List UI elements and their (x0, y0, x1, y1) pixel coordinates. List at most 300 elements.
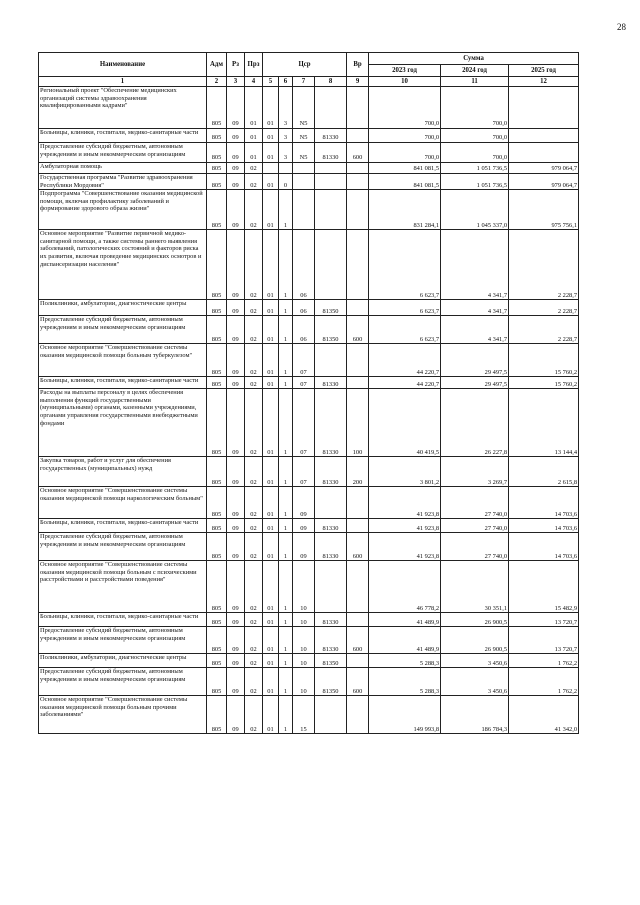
row-name: Больницы, клиники, госпитали, медико-санитарные части (39, 519, 207, 533)
csr-part-cell: 01 (263, 316, 279, 344)
rz-cell: 09 (227, 377, 245, 389)
prz-cell: 02 (245, 533, 263, 561)
prz-cell: 02 (245, 389, 263, 457)
sum-2023-cell: 40 419,5 (369, 389, 441, 457)
adm-cell: 805 (207, 344, 227, 377)
row-name: Предоставление субсидий бюджетным, автономным учреждениям и иным некоммерческим организациям (39, 316, 207, 344)
adm-cell: 805 (207, 316, 227, 344)
csr-code-cell: 81330 (315, 627, 347, 654)
adm-cell: 805 (207, 533, 227, 561)
sum-2025-cell: 14 703,6 (509, 487, 579, 519)
prz-cell: 02 (245, 163, 263, 174)
csr-part-cell: 1 (279, 377, 293, 389)
vr-cell (347, 377, 369, 389)
csr-code-cell: 81330 (315, 377, 347, 389)
csr-code-cell: 81330 (315, 613, 347, 627)
csr-part-cell: 1 (279, 300, 293, 316)
csr-part-cell: 10 (293, 654, 315, 668)
header-prz: Прз (245, 53, 263, 77)
table-row (39, 87, 579, 129)
column-number: 9 (347, 77, 369, 87)
csr-part-cell: 01 (263, 613, 279, 627)
table-row (39, 163, 579, 174)
sum-2024-cell: 26 900,5 (441, 613, 509, 627)
rz-cell: 09 (227, 487, 245, 519)
row-name: Государственная программа "Развитие здравоохранения Республики Мордовия" (39, 174, 207, 190)
prz-cell: 02 (245, 377, 263, 389)
vr-cell (347, 654, 369, 668)
csr-part-cell: 0 (279, 174, 293, 190)
csr-code-cell: 81350 (315, 316, 347, 344)
rz-cell: 09 (227, 163, 245, 174)
row-name: Предоставление субсидий бюджетным, автономным учреждениям и иным некоммерческим организациям (39, 668, 207, 696)
csr-code-cell: 81330 (315, 143, 347, 163)
rz-cell: 09 (227, 654, 245, 668)
table-row (39, 561, 579, 613)
sum-2023-cell: 6 623,7 (369, 316, 441, 344)
sum-2025-cell: 14 703,6 (509, 519, 579, 533)
sum-2025-cell: 13 720,7 (509, 613, 579, 627)
vr-cell: 600 (347, 533, 369, 561)
sum-2024-cell: 30 351,1 (441, 561, 509, 613)
row-name: Амбулаторная помощь (39, 163, 207, 174)
adm-cell: 805 (207, 87, 227, 129)
csr-part-cell: 10 (293, 627, 315, 654)
csr-part-cell: 07 (293, 344, 315, 377)
vr-cell: 600 (347, 143, 369, 163)
sum-2024-cell: 1 045 337,0 (441, 190, 509, 230)
sum-2025-cell: 2 228,7 (509, 300, 579, 316)
csr-part-cell: 3 (279, 143, 293, 163)
prz-cell: 02 (245, 654, 263, 668)
table-row (39, 654, 579, 668)
sum-2025-cell: 13 144,4 (509, 389, 579, 457)
vr-cell (347, 230, 369, 300)
csr-code-cell (315, 87, 347, 129)
sum-2025-cell: 15 482,9 (509, 561, 579, 613)
column-number: 10 (369, 77, 441, 87)
sum-2025-cell: 2 228,7 (509, 230, 579, 300)
csr-part-cell: 01 (263, 87, 279, 129)
csr-part-cell: 1 (279, 230, 293, 300)
sum-2023-cell: 41 923,8 (369, 519, 441, 533)
table-row (39, 613, 579, 627)
sum-2025-cell (509, 87, 579, 129)
sum-2023-cell: 5 288,3 (369, 654, 441, 668)
sum-2023-cell: 700,0 (369, 129, 441, 143)
csr-code-cell: 81350 (315, 300, 347, 316)
adm-cell: 805 (207, 519, 227, 533)
prz-cell: 01 (245, 143, 263, 163)
csr-part-cell: 1 (279, 487, 293, 519)
prz-cell: 02 (245, 457, 263, 487)
column-number: 8 (315, 77, 347, 87)
vr-cell (347, 696, 369, 734)
row-name: Предоставление субсидий бюджетным, автономным учреждениям и иным некоммерческим организациям (39, 143, 207, 163)
sum-2025-cell: 2 615,8 (509, 457, 579, 487)
sum-2025-cell: 975 756,1 (509, 190, 579, 230)
adm-cell: 805 (207, 300, 227, 316)
table-row (39, 389, 579, 457)
csr-code-cell: 81330 (315, 389, 347, 457)
vr-cell (347, 487, 369, 519)
csr-part-cell: 09 (293, 533, 315, 561)
adm-cell: 805 (207, 561, 227, 613)
csr-part-cell: 1 (279, 344, 293, 377)
row-name: Подпрограмма "Совершенствование оказания медицинской помощи, включая профилактику заболеваний и формирование здорового образа жизни" (39, 190, 207, 230)
csr-part-cell: 1 (279, 457, 293, 487)
table-body (39, 87, 579, 734)
column-number: 5 (263, 77, 279, 87)
csr-code-cell (315, 174, 347, 190)
sum-2025-cell: 979 064,7 (509, 174, 579, 190)
rz-cell: 09 (227, 533, 245, 561)
vr-cell: 600 (347, 668, 369, 696)
sum-2025-cell: 15 760,2 (509, 344, 579, 377)
adm-cell: 805 (207, 654, 227, 668)
row-name: Закупка товаров, работ и услуг для обеспечения государственных (муниципальных) нужд (39, 457, 207, 487)
prz-cell: 01 (245, 129, 263, 143)
prz-cell: 02 (245, 190, 263, 230)
header-2025: 2025 год (509, 65, 579, 77)
vr-cell (347, 344, 369, 377)
csr-code-cell: 81330 (315, 533, 347, 561)
sum-2025-cell: 2 228,7 (509, 316, 579, 344)
adm-cell: 805 (207, 143, 227, 163)
rz-cell: 09 (227, 457, 245, 487)
adm-cell: 805 (207, 487, 227, 519)
rz-cell: 09 (227, 316, 245, 344)
csr-part-cell: 1 (279, 561, 293, 613)
csr-part-cell: 07 (293, 377, 315, 389)
row-name: Основное мероприятие "Совершенствование системы оказания медицинской помощи больным прочими заболеваниями" (39, 696, 207, 734)
row-name: Больницы, клиники, госпитали, медико-санитарные части (39, 377, 207, 389)
csr-part-cell: 3 (279, 87, 293, 129)
column-number: 3 (227, 77, 245, 87)
adm-cell: 805 (207, 627, 227, 654)
rz-cell: 09 (227, 627, 245, 654)
column-number: 1 (39, 77, 207, 87)
vr-cell (347, 300, 369, 316)
csr-code-cell (315, 561, 347, 613)
rz-cell: 09 (227, 129, 245, 143)
column-number-row (39, 77, 579, 87)
csr-part-cell: 01 (263, 487, 279, 519)
prz-cell: 02 (245, 627, 263, 654)
sum-2023-cell: 41 923,8 (369, 533, 441, 561)
sum-2023-cell: 700,0 (369, 87, 441, 129)
column-number: 6 (279, 77, 293, 87)
vr-cell: 600 (347, 627, 369, 654)
rz-cell: 09 (227, 344, 245, 377)
csr-part-cell: 01 (263, 519, 279, 533)
sum-2025-cell: 13 720,7 (509, 627, 579, 654)
vr-cell: 100 (347, 389, 369, 457)
rz-cell: 09 (227, 174, 245, 190)
rz-cell: 09 (227, 613, 245, 627)
row-name: Поликлиники, амбулатории, диагностические центры (39, 654, 207, 668)
csr-code-cell (315, 163, 347, 174)
table-row (39, 533, 579, 561)
table-row (39, 457, 579, 487)
sum-2025-cell: 14 703,6 (509, 533, 579, 561)
rz-cell: 09 (227, 143, 245, 163)
prz-cell: 02 (245, 487, 263, 519)
csr-part-cell: 06 (293, 316, 315, 344)
csr-part-cell: N5 (293, 87, 315, 129)
sum-2023-cell: 41 923,8 (369, 487, 441, 519)
sum-2025-cell: 1 762,2 (509, 668, 579, 696)
csr-part-cell: N5 (293, 143, 315, 163)
table-row (39, 487, 579, 519)
csr-part-cell: 15 (293, 696, 315, 734)
sum-2024-cell: 27 740,0 (441, 533, 509, 561)
row-name: Региональный проект "Обеспечение медицинских организаций системы здравоохранения квалифицированными кадрами" (39, 87, 207, 129)
adm-cell: 805 (207, 613, 227, 627)
csr-part-cell: 01 (263, 627, 279, 654)
csr-part-cell: 10 (293, 561, 315, 613)
csr-part-cell: 01 (263, 344, 279, 377)
sum-2023-cell: 149 993,8 (369, 696, 441, 734)
sum-2024-cell: 26 900,5 (441, 627, 509, 654)
sum-2023-cell: 700,0 (369, 143, 441, 163)
csr-code-cell: 81330 (315, 519, 347, 533)
csr-part-cell: 01 (263, 696, 279, 734)
csr-part-cell: 1 (279, 519, 293, 533)
csr-code-cell (315, 344, 347, 377)
sum-2025-cell: 15 760,2 (509, 377, 579, 389)
csr-part-cell: 01 (263, 389, 279, 457)
table-row (39, 300, 579, 316)
csr-part-cell: 01 (263, 190, 279, 230)
rz-cell: 09 (227, 190, 245, 230)
sum-2023-cell: 6 623,7 (369, 300, 441, 316)
sum-2025-cell: 1 762,2 (509, 654, 579, 668)
header-adm: Адм (207, 53, 227, 77)
sum-2023-cell: 44 220,7 (369, 344, 441, 377)
csr-part-cell: 01 (263, 668, 279, 696)
sum-2024-cell: 1 051 736,5 (441, 163, 509, 174)
sum-2024-cell: 26 227,8 (441, 389, 509, 457)
prz-cell: 02 (245, 519, 263, 533)
rz-cell: 09 (227, 230, 245, 300)
csr-part-cell: 01 (263, 533, 279, 561)
sum-2023-cell: 44 220,7 (369, 377, 441, 389)
csr-part-cell (293, 174, 315, 190)
vr-cell (347, 129, 369, 143)
csr-part-cell: 01 (263, 377, 279, 389)
adm-cell: 805 (207, 174, 227, 190)
sum-2023-cell: 41 489,9 (369, 613, 441, 627)
adm-cell: 805 (207, 190, 227, 230)
sum-2024-cell: 4 341,7 (441, 316, 509, 344)
csr-part-cell (293, 163, 315, 174)
adm-cell: 805 (207, 457, 227, 487)
column-number: 11 (441, 77, 509, 87)
table-row (39, 143, 579, 163)
sum-2024-cell: 700,0 (441, 129, 509, 143)
csr-part-cell: 3 (279, 129, 293, 143)
table-row (39, 190, 579, 230)
sum-2024-cell: 4 341,7 (441, 300, 509, 316)
table-row (39, 377, 579, 389)
sum-2025-cell: 979 064,7 (509, 163, 579, 174)
csr-part-cell: 1 (279, 654, 293, 668)
sum-2025-cell (509, 143, 579, 163)
header-name: Наименование (39, 53, 207, 77)
sum-2023-cell: 3 801,2 (369, 457, 441, 487)
csr-part-cell: 1 (279, 190, 293, 230)
row-name: Больницы, клиники, госпитали, медико-санитарные части (39, 129, 207, 143)
header-sum: Сумма (369, 53, 579, 65)
adm-cell: 805 (207, 230, 227, 300)
csr-part-cell: 1 (279, 668, 293, 696)
adm-cell: 805 (207, 668, 227, 696)
table-row (39, 129, 579, 143)
sum-2024-cell: 27 740,0 (441, 519, 509, 533)
rz-cell: 09 (227, 561, 245, 613)
csr-part-cell: 01 (263, 300, 279, 316)
header-csr: Цср (263, 53, 347, 77)
row-name: Поликлиники, амбулатории, диагностические центры (39, 300, 207, 316)
csr-part-cell: 01 (263, 457, 279, 487)
row-name: Основное мероприятие "Совершенствование системы оказания медицинской помощи больным туберкулезом" (39, 344, 207, 377)
row-name: Основное мероприятие "Развитие первичной медико-санитарной помощи, а также системы раннего выявления заболеваний, патологических состояний и факторов риска их развития, включая проведение медицинских осмотров и диспансеризации населения" (39, 230, 207, 300)
rz-cell: 09 (227, 668, 245, 696)
vr-cell (347, 87, 369, 129)
vr-cell (347, 163, 369, 174)
header-2024: 2024 год (441, 65, 509, 77)
csr-part-cell: 01 (263, 143, 279, 163)
csr-code-cell (315, 190, 347, 230)
sum-2024-cell: 186 784,3 (441, 696, 509, 734)
sum-2024-cell: 27 740,0 (441, 487, 509, 519)
row-name: Основное мероприятие "Совершенствование системы оказания медицинской помощи наркологическим больным" (39, 487, 207, 519)
csr-code-cell (315, 230, 347, 300)
csr-part-cell: 06 (293, 230, 315, 300)
rz-cell: 09 (227, 696, 245, 734)
csr-code-cell: 81330 (315, 129, 347, 143)
vr-cell (347, 519, 369, 533)
csr-part-cell: 07 (293, 389, 315, 457)
csr-part-cell: 01 (263, 561, 279, 613)
table-row (39, 627, 579, 654)
csr-code-cell: 81350 (315, 668, 347, 696)
csr-code-cell (315, 487, 347, 519)
csr-part-cell: 01 (263, 129, 279, 143)
csr-part-cell: 09 (293, 487, 315, 519)
adm-cell: 805 (207, 696, 227, 734)
vr-cell (347, 613, 369, 627)
table-row (39, 230, 579, 300)
rz-cell: 09 (227, 300, 245, 316)
csr-part-cell: 10 (293, 668, 315, 696)
table-row (39, 519, 579, 533)
csr-part-cell: 1 (279, 613, 293, 627)
prz-cell: 02 (245, 344, 263, 377)
row-name: Расходы на выплаты персоналу в целях обеспечения выполнения функций государственными (муниципальными) органами, казенными учреждениями, органами управления государственными внебюджетными фондами (39, 389, 207, 457)
adm-cell: 805 (207, 389, 227, 457)
rz-cell: 09 (227, 389, 245, 457)
sum-2023-cell: 841 081,5 (369, 174, 441, 190)
csr-part-cell: 01 (263, 174, 279, 190)
table-row (39, 174, 579, 190)
sum-2023-cell: 46 778,2 (369, 561, 441, 613)
prz-cell: 02 (245, 668, 263, 696)
prz-cell: 02 (245, 696, 263, 734)
vr-cell: 200 (347, 457, 369, 487)
vr-cell (347, 190, 369, 230)
table-row (39, 344, 579, 377)
csr-part-cell: 1 (279, 533, 293, 561)
adm-cell: 805 (207, 377, 227, 389)
prz-cell: 02 (245, 300, 263, 316)
csr-code-cell (315, 696, 347, 734)
prz-cell: 02 (245, 561, 263, 613)
rz-cell: 09 (227, 87, 245, 129)
header-rz: Рз (227, 53, 245, 77)
sum-2024-cell: 29 497,5 (441, 344, 509, 377)
row-name: Больницы, клиники, госпитали, медико-санитарные части (39, 613, 207, 627)
header-2023: 2023 год (369, 65, 441, 77)
prz-cell: 02 (245, 230, 263, 300)
csr-part-cell: 07 (293, 457, 315, 487)
row-name: Основное мероприятие "Совершенствование системы оказания медицинской помощи больным с психическими расстройствами и расстройствами поведения" (39, 561, 207, 613)
row-name: Предоставление субсидий бюджетным, автономным учреждениям и иным некоммерческим организациям (39, 533, 207, 561)
csr-part-cell: N5 (293, 129, 315, 143)
csr-part-cell: 01 (263, 654, 279, 668)
sum-2024-cell: 29 497,5 (441, 377, 509, 389)
vr-cell: 600 (347, 316, 369, 344)
csr-code-cell: 81350 (315, 654, 347, 668)
sum-2023-cell: 41 489,9 (369, 627, 441, 654)
sum-2025-cell (509, 129, 579, 143)
prz-cell: 02 (245, 174, 263, 190)
sum-2023-cell: 5 288,3 (369, 668, 441, 696)
sum-2024-cell: 700,0 (441, 87, 509, 129)
prz-cell: 01 (245, 87, 263, 129)
table-row (39, 696, 579, 734)
column-number: 4 (245, 77, 263, 87)
sum-2023-cell: 6 623,7 (369, 230, 441, 300)
csr-part-cell: 1 (279, 696, 293, 734)
csr-part-cell: 06 (293, 300, 315, 316)
csr-part-cell: 1 (279, 627, 293, 654)
adm-cell: 805 (207, 163, 227, 174)
sum-2024-cell: 4 341,7 (441, 230, 509, 300)
row-name: Предоставление субсидий бюджетным, автономным учреждениям и иным некоммерческим организациям (39, 627, 207, 654)
rz-cell: 09 (227, 519, 245, 533)
column-number: 7 (293, 77, 315, 87)
table-row (39, 668, 579, 696)
sum-2024-cell: 3 450,6 (441, 668, 509, 696)
csr-part-cell (279, 163, 293, 174)
csr-part-cell: 01 (263, 230, 279, 300)
sum-2024-cell: 1 051 736,5 (441, 174, 509, 190)
sum-2024-cell: 3 269,7 (441, 457, 509, 487)
sum-2024-cell: 3 450,6 (441, 654, 509, 668)
csr-part-cell: 09 (293, 519, 315, 533)
sum-2023-cell: 831 284,1 (369, 190, 441, 230)
table-row (39, 316, 579, 344)
sum-2024-cell: 700,0 (441, 143, 509, 163)
budget-table (38, 52, 579, 734)
csr-part-cell: 1 (279, 316, 293, 344)
sum-2025-cell: 41 342,0 (509, 696, 579, 734)
vr-cell (347, 561, 369, 613)
csr-code-cell: 81330 (315, 457, 347, 487)
prz-cell: 02 (245, 613, 263, 627)
